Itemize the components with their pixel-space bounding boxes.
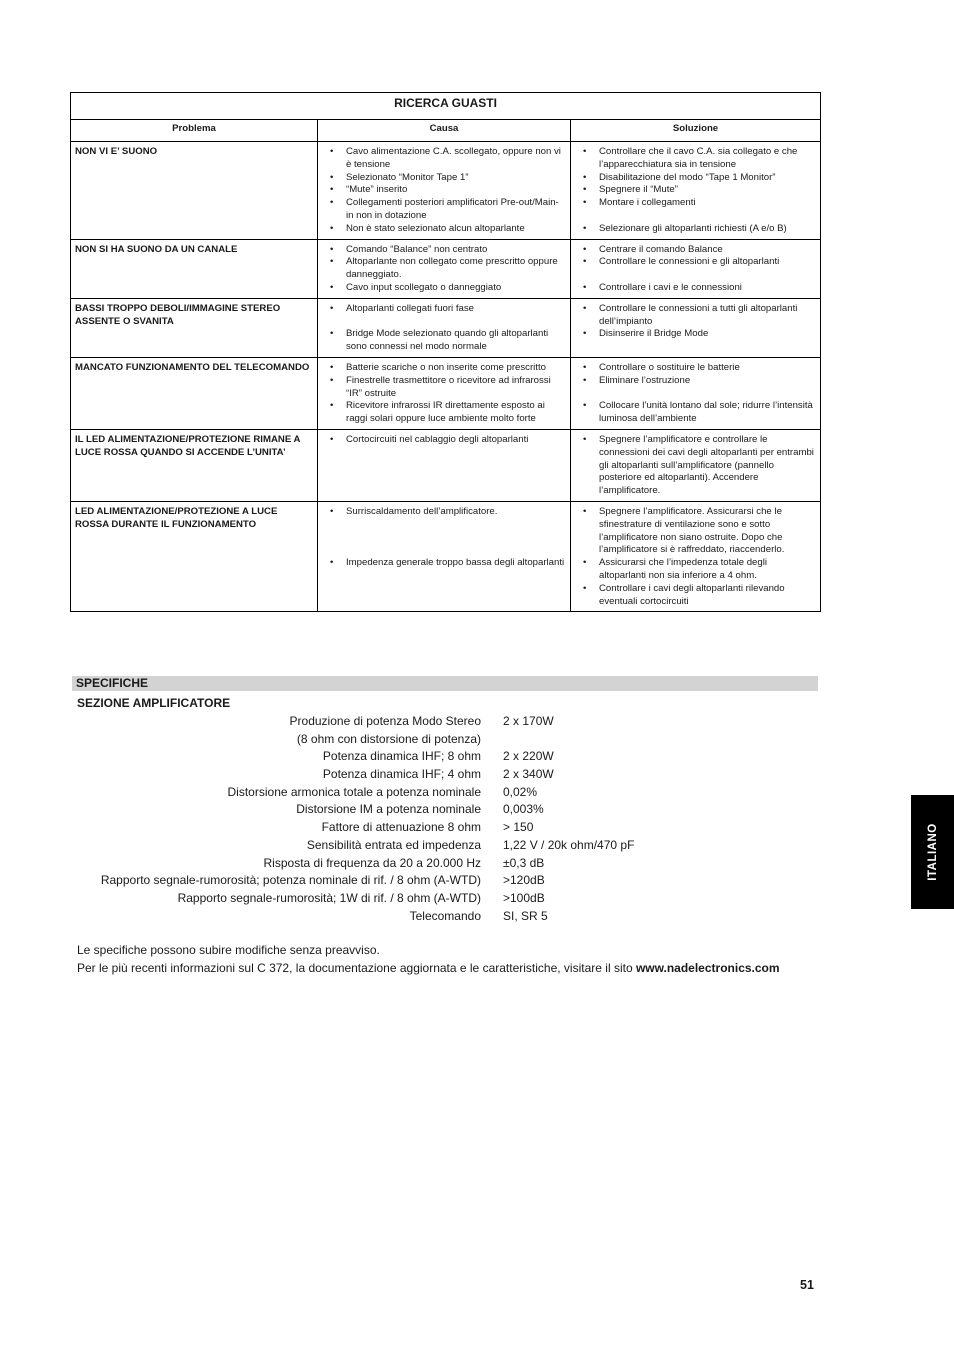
spec-row [70,801,770,819]
problem-cell: MANCATO FUNZIONAMENTO DEL TELECOMANDO [71,357,318,429]
cause-cell [318,501,571,611]
spec-label: Fattore di attenuazione 8 ohm [321,820,481,835]
table-row [71,142,821,240]
cause-item: • Finestrelle trasmettitore o ricevitore ad infrarossi “IR” ostruite [322,375,566,401]
spec-label: Potenza dinamica IHF; 4 ohm [322,767,481,782]
spec-value: > 150 [503,820,534,835]
solution-item [575,388,816,401]
spec-value: ±0,3 dB [503,855,545,870]
solution-list [575,362,816,426]
spec-label: Rapporto segnale-rumorosità; potenza nominale di rif. / 8 ohm (A-WTD) [100,873,481,888]
spec-value: >120dB [503,873,545,888]
spec-row [70,908,770,926]
cause-list [322,146,566,236]
cause-item: • Cortocircuiti nel cablaggio degli altoparlanti [322,434,566,447]
problem-cell: NON SI HA SUONO DA UN CANALE [71,239,318,298]
spec-row [70,837,770,855]
spec-value: 1,22 V / 20k ohm/470 pF [503,837,635,852]
cause-item: • Surriscaldamento dell’amplificatore. [322,506,566,519]
specs-title: SPECIFICHE [72,676,818,691]
cause-item: • Bridge Mode selezionato quando gli altoparlanti sono connessi nel modo normale [322,328,566,354]
solution-item: • Controllare i cavi e le connessioni [575,282,816,295]
solution-item: • Controllare che il cavo C.A. sia collegato e che l’apparecchiatura sia in tensione [575,146,816,172]
spec-label: Potenza dinamica IHF; 8 ohm [322,749,481,764]
spec-row [70,872,770,890]
spec-label: (8 ohm con distorsione di potenza) [296,731,481,746]
spec-row [70,890,770,908]
solution-item: • Controllare le connessioni a tutti gli altoparlanti dell’impianto [575,303,816,329]
notes [77,942,780,978]
column-header-solution: Soluzione [571,120,821,142]
cause-list [322,362,566,426]
solution-item: • Assicurarsi che l’impedenza totale degli altoparlanti non sia inferiore a 4 ohm. [575,557,816,583]
table-row [71,429,821,501]
spec-row [70,766,770,784]
note-line-1: Le specifiche possono subire modifiche senza preavviso. [77,943,380,957]
table-row [71,501,821,611]
solution-item: • Spegnere l’amplificatore. Assicurarsi che le sfinestrature di ventilazione sono e sotto l’amplificatore non siano ostruite. Dopo che l’amplificatore si è raffreddato, riaccenderlo. [575,506,816,557]
solution-list [575,434,816,498]
solution-cell [571,239,821,298]
table-row [71,357,821,429]
cause-item [322,544,566,557]
solution-item [575,210,816,223]
cause-item [322,532,566,545]
spec-label: Telecomando [409,908,481,923]
spec-label: Produzione di potenza Modo Stereo [289,714,481,728]
solution-item: • Controllare i cavi degli altoparlanti rilevando eventuali cortocircuiti [575,583,816,609]
solution-item: • Centrare il comando Balance [575,244,816,257]
solution-cell [571,357,821,429]
solution-list [575,303,816,341]
problem-cell: IL LED ALIMENTAZIONE/PROTEZIONE RIMANE A LUCE ROSSA QUANDO SI ACCENDE L’UNITA’ [71,429,318,501]
problem-cell: NON VI E’ SUONO [71,142,318,240]
language-tab [911,795,954,909]
problem-cell: LED ALIMENTAZIONE/PROTEZIONE A LUCE ROSSA DURANTE IL FUNZIONAMENTO [71,501,318,611]
cause-list [322,434,566,447]
cause-cell [318,298,571,357]
cause-item: • Cavo input scollegato o danneggiato [322,282,566,295]
solution-cell [571,298,821,357]
page-number: 51 [800,1278,814,1292]
cause-item: • Altoparlante non collegato come prescritto oppure danneggiato. [322,256,566,282]
cause-item: • Collegamenti posteriori amplificatori Pre-out/Main-in non in dotazione [322,197,566,223]
specs-list [70,713,770,925]
solution-list [575,506,816,608]
note-line-2 [77,960,780,978]
cause-list [322,506,566,570]
spec-row [70,784,770,802]
cause-cell [318,429,571,501]
solution-item: • Montare i collegamenti [575,197,816,210]
solution-cell [571,501,821,611]
solution-item: • Selezionare gli altoparlanti richiesti (A e/o B) [575,223,816,236]
cause-item: • “Mute” inserito [322,184,566,197]
spec-row [70,713,770,731]
table-body [71,142,821,612]
cause-item: • Comando “Balance” non centrato [322,244,566,257]
column-header-cause: Causa [318,120,571,142]
spec-label: Distorsione IM a potenza nominale [296,802,481,817]
spec-row [70,731,770,749]
solution-item: • Controllare o sostituire le batterie [575,362,816,375]
cause-item: • Batterie scariche o non inserite come prescritto [322,362,566,375]
table-row [71,239,821,298]
troubleshooting-table [70,92,821,612]
cause-list [322,244,566,295]
spec-value: 2 x 220W [503,749,554,764]
cause-cell [318,142,571,240]
spec-value: 2 x 340W [503,767,554,782]
cause-item: • Ricevitore infrarossi IR direttamente esposto ai raggi solari oppure luce ambiente molto forte [322,400,566,426]
solution-item: • Collocare l’unità lontano dal sole; ridurre l’intensità luminosa dell’ambiente [575,400,816,426]
solution-list [575,244,816,295]
table-row [71,298,821,357]
solution-item: • Disabilitazione del modo “Tape 1 Monitor” [575,172,816,185]
solution-cell [571,142,821,240]
solution-item: • Spegnere l’amplificatore e controllare le connessioni dei cavi degli altoparlanti per entrambi gli altoparlanti sull’amplificatore (pannello posteriore ed altoparlanti). Accendere l’amplificatore. [575,434,816,498]
cause-item [322,316,566,329]
cause-list [322,303,566,354]
cause-item: • Selezionato “Monitor Tape 1” [322,172,566,185]
solution-item: • Disinserire il Bridge Mode [575,328,816,341]
problem-cell: BASSI TROPPO DEBOLI/IMMAGINE STEREO ASSENTE O SVANITA [71,298,318,357]
website-link[interactable]: www.nadelectronics.com [635,960,780,975]
spec-value: >100dB [503,890,545,905]
note-line-2-text: Per le più recenti informazioni sul C 372, la documentazione aggiornata e le caratteristiche, visitare il sito [77,960,636,975]
spec-label: Risposta di frequenza da 20 a 20.000 Hz [263,855,481,870]
cause-item: • Altoparlanti collegati fuori fase [322,303,566,316]
cause-item: • Non è stato selezionato alcun altoparlante [322,223,566,236]
cause-item: • Cavo alimentazione C.A. scollegato, oppure non vi è tensione [322,146,566,172]
language-tab-label: ITALIANO [926,823,939,881]
spec-row [70,748,770,766]
cause-cell [318,357,571,429]
solution-cell [571,429,821,501]
cause-item [322,519,566,532]
spec-value: SI, SR 5 [503,908,548,923]
spec-value: 0,02% [503,784,538,799]
spec-label: Sensibilità entrata ed impedenza [306,837,481,852]
column-header-problem: Problema [71,120,318,142]
cause-item: • Impedenza generale troppo bassa degli altoparlanti [322,557,566,570]
cause-cell [318,239,571,298]
table-title: RICERCA GUASTI [71,93,821,120]
specs-subtitle: SEZIONE AMPLIFICATORE [77,696,231,710]
spec-value: 0,003% [503,802,544,817]
spec-label: Distorsione armonica totale a potenza nominale [227,784,481,799]
spec-row [70,819,770,837]
solution-list [575,146,816,236]
spec-label: Rapporto segnale-rumorosità; 1W di rif. / 8 ohm (A-WTD) [177,890,481,905]
spec-row [70,855,770,873]
spec-value: 2 x 170W [503,714,554,728]
solution-item: • Eliminare l’ostruzione [575,375,816,388]
solution-item [575,269,816,282]
solution-item: • Controllare le connessioni e gli altoparlanti [575,256,816,269]
solution-item: • Spegnere il “Mute” [575,184,816,197]
